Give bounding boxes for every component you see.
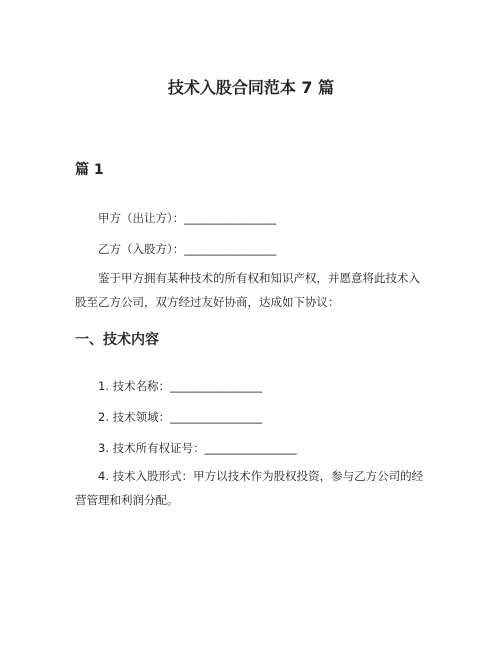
list-item-ownership-cert: 3. 技术所有权证号：________________ [98, 441, 297, 455]
section-heading-technical-content: 一、技术内容 [75, 332, 159, 348]
list-item-investment-form: 4. 技术入股形式：甲方以技术作为股权投资，参与乙方公司的经营管理和利润分配。 [75, 469, 424, 507]
document-title: 技术入股合同范本 7 篇 [167, 78, 335, 97]
list-item-technology-name: 1. 技术名称：________________ [98, 379, 263, 393]
preamble-paragraph: 鉴于甲方拥有某种技术的所有权和知识产权，并愿意将此技术入股至乙方公司，双方经过友好协商，达成如下协议： [75, 271, 420, 309]
list-item-technology-field: 2. 技术领域：________________ [98, 410, 263, 424]
party-b-line: 乙方（入股方）：________________ [98, 242, 277, 256]
part-heading: 篇 1 [75, 162, 104, 178]
party-a-line: 甲方（出让方）：________________ [98, 211, 277, 225]
